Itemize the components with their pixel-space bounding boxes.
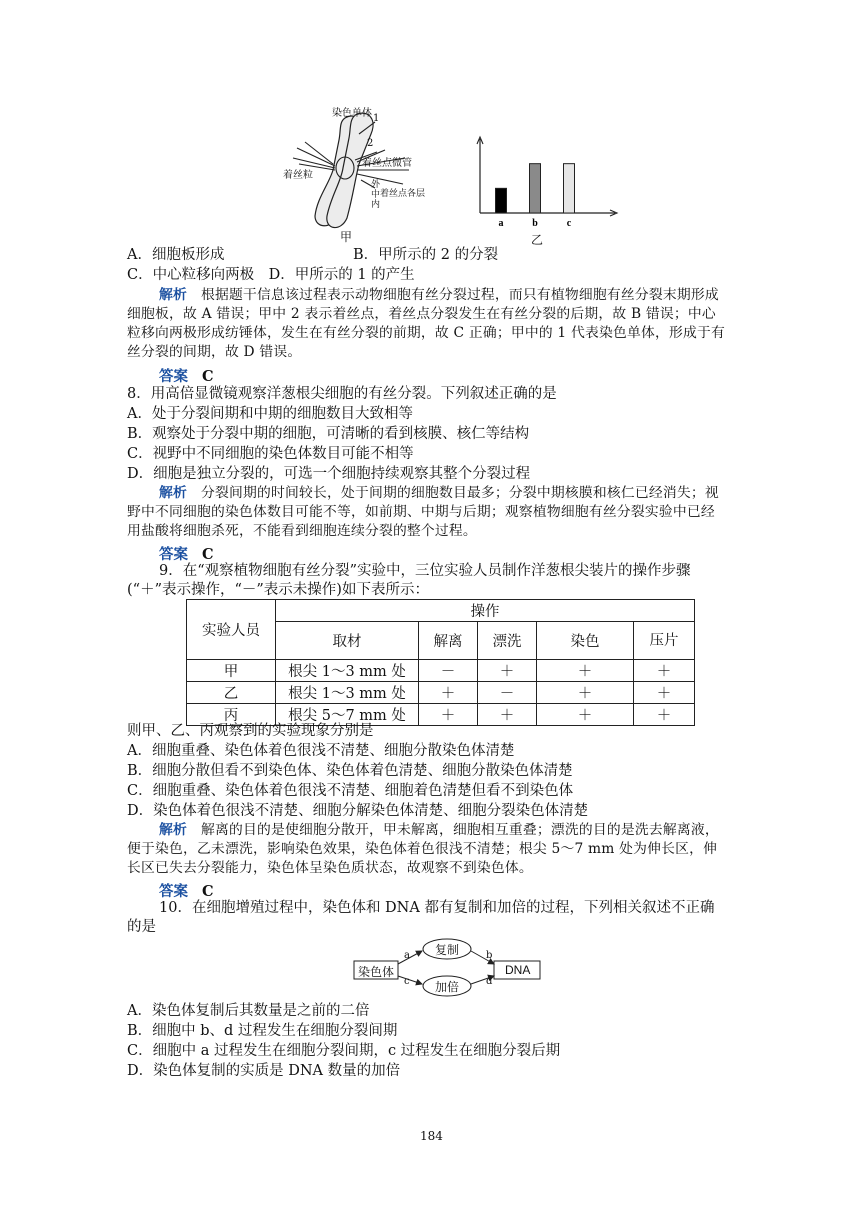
cell-dissociation: ＋ [419,682,478,704]
cell-rinsing: ＋ [478,704,537,726]
arrow-label-c: c [404,976,410,987]
q8-analysis [127,484,727,541]
cell-dissociation: ＋ [419,704,478,726]
th-dissociation: 解离 [419,622,478,660]
q8-analysis-text: 分裂间期的时间较长，处于间期的细胞数目最多；分裂中期核膜和核仁已经消失；视野中不同细胞的染色体数目可能不等，如前期、中期与后期；观察植物细胞有丝分裂实验中已经用盐酸将细胞杀死，不能看到细胞连续分裂的整个过程。 [127,485,719,539]
node-dna: DNA [505,963,531,977]
q7-option-b: B．甲所示的 2 的分裂 [353,247,499,263]
table-row [187,660,695,682]
q9-analysis [127,821,727,878]
q10-option-a: A．染色体复制后其数量是之前的二倍 [127,1003,370,1019]
figure-jia-caption: 甲 [340,230,353,244]
th-staining: 染色 [537,622,634,660]
label-middle: 中 [371,190,381,200]
label-outer: 外 [371,180,381,190]
node-chromosome: 染色体 [358,965,395,979]
cell-dissociation: － [419,660,478,682]
bar-c [564,164,575,213]
cell-sampling: 根尖 5～7 mm 处 [276,704,419,726]
bar-b [530,164,541,213]
node-replication: 复制 [435,943,460,957]
arrow-label-d: d [486,976,493,987]
q8-option-b: B．观察处于分裂中期的细胞，可清晰的看到核膜、核仁等结构 [127,426,530,442]
cell-rinsing: － [478,682,537,704]
label-chromatid: 染色单体 [332,108,372,119]
label-1: 1 [373,113,380,124]
q8-answer [159,543,214,564]
q9-stem: 9．在“观察植物细胞有丝分裂”实验中，三位实验人员制作洋葱根尖装片的操作步骤(“＋”表示操作，“－”表示未操作)如下表所示： [127,563,691,598]
q9-option-c: C．细胞重叠、染色体着色很浅不清楚、细胞着色清楚但看不到染色体 [127,783,574,799]
th-pressing: 压片 [634,622,695,660]
cell-sampling: 根尖 1～3 mm 处 [276,682,419,704]
q7-option-cd: C．中心粒移向两极 D．甲所示的 1 的产生 [127,267,415,283]
q8-answer-value: C [202,546,214,563]
table-row [187,682,695,704]
q7-option-a: A．细胞板形成 [127,247,225,263]
q7-analysis-text: 根据题干信息该过程表示动物细胞有丝分裂过程，而只有植物细胞有丝分裂末期形成细胞板，故 A 错误；甲中 2 表示着丝点，着丝点分裂发生在有丝分裂的后期，故 B 错误；中心粒移向两极形成纺锤体，发生在有丝分裂的前期，故 C 正确；甲中的 1 代表染色单体，形成于有丝分裂的间期，故 D 错误。 [127,287,725,360]
q10-stem: 10．在细胞增殖过程中，染色体和 DNA 都有复制和加倍的过程，下列相关叙述不正确的是 [127,900,715,935]
tick-label-c: c [566,218,572,229]
figure-yi-caption: 乙 [531,233,544,247]
q9-after-table: 则甲、乙、丙观察到的实验现象分别是 [127,723,374,739]
tick-label-b: b [532,218,538,229]
q7-answer [159,365,214,386]
cell-person: 丙 [187,704,276,726]
q9-answer [159,880,214,901]
cell-staining: ＋ [537,704,634,726]
cell-person: 乙 [187,682,276,704]
answer-label: 答案 [159,883,188,900]
label-kinetochore-microtubule: 着丝点微管 [362,158,412,169]
cell-staining: ＋ [537,660,634,682]
analysis-label: 解析 [159,822,187,838]
q8-option-c: C．视野中不同细胞的染色体数目可能不相等 [127,446,414,462]
arrow-label-b: b [486,950,493,961]
cell-pressing: ＋ [634,682,695,704]
cell-rinsing: ＋ [478,660,537,682]
q9-option-a: A．细胞重叠、染色体着色很浅不清楚、细胞分散染色体清楚 [127,743,515,759]
answer-label: 答案 [159,546,188,563]
tick-label-a: a [498,218,504,229]
cell-pressing: ＋ [634,660,695,682]
cell-person: 甲 [187,660,276,682]
analysis-label: 解析 [159,485,187,501]
cell-staining: ＋ [537,682,634,704]
th-rinsing: 漂洗 [478,622,537,660]
q9-answer-value: C [202,883,214,900]
q8-option-a: A．处于分裂间期和中期的细胞数目大致相等 [127,406,413,422]
th-operations: 操作 [276,600,695,622]
label-kinetochore-layers: 着丝点各层 [380,189,426,199]
bar-chart [470,133,620,233]
q7-analysis [127,286,727,362]
q8-option-d: D．细胞是独立分裂的，可选一个细胞持续观察其整个分裂过程 [127,466,531,482]
operations-table [186,599,695,726]
label-inner: 内 [371,200,381,210]
th-person: 实验人员 [187,600,276,660]
q9-analysis-text: 解离的目的是使细胞分散开，甲未解离，细胞相互重叠；漂洗的目的是洗去解离液，便于染色，乙未漂洗，影响染色效果，染色体着色很浅不清楚；根尖 5～7 mm 处为伸长区，伸长区已失去分裂能力，染色体呈染色质状态，故观察不到染色体。 [127,822,719,876]
page-number: 184 [420,1129,443,1143]
answer-label: 答案 [159,368,188,385]
th-sampling: 取材 [276,622,419,660]
node-doubling: 加倍 [435,980,460,994]
q10-option-c: C．细胞中 a 过程发生在细胞分裂间期，c 过程发生在细胞分裂后期 [127,1043,561,1059]
q10-option-d: D．染色体复制的实质是 DNA 数量的加倍 [127,1063,401,1079]
cell-pressing: ＋ [634,704,695,726]
q9-option-d: D．染色体着色很浅不清楚、细胞分解染色体清楚、细胞分裂染色体清楚 [127,803,589,819]
arrow-label-a: a [404,950,410,961]
label-2: 2 [367,138,374,149]
bar-a [496,188,507,213]
q9-option-b: B．细胞分散但看不到染色体、染色体着色清楚、细胞分散染色体清楚 [127,763,573,779]
q10-option-b: B．细胞中 b、d 过程发生在细胞分裂间期 [127,1023,398,1039]
q8-stem: 8．用高倍显微镜观察洋葱根尖细胞的有丝分裂。下列叙述正确的是 [127,386,557,402]
q7-answer-value: C [202,368,214,385]
analysis-label: 解析 [159,287,187,303]
cell-sampling: 根尖 1～3 mm 处 [276,660,419,682]
label-centromere: 着丝粒 [283,170,313,181]
